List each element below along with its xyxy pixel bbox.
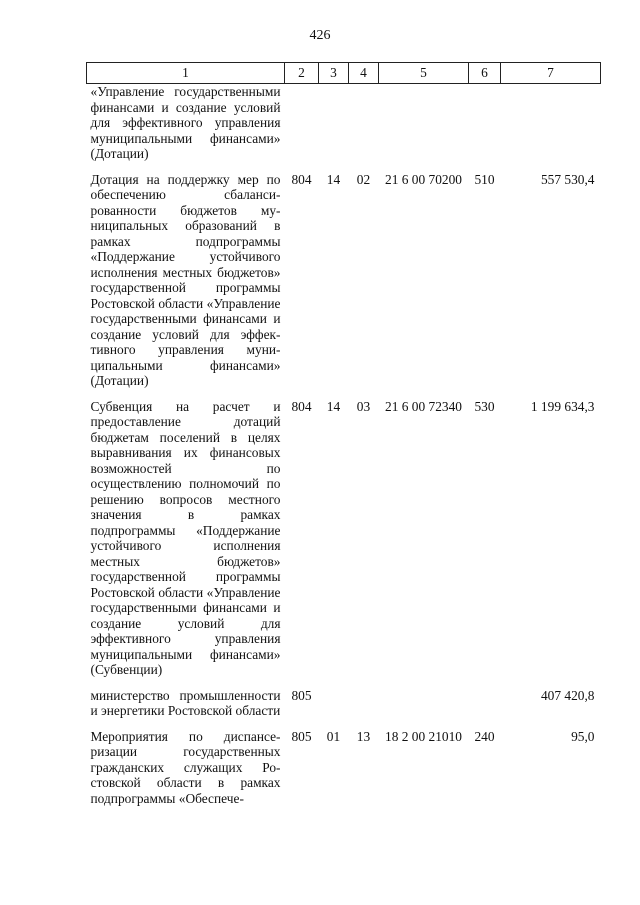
row-target-article [379,84,469,172]
row-section: 14 [326,398,341,414]
row-expense-type: 240 [474,728,495,744]
header-col-4: 4 [349,63,379,84]
row-target-article: 18 2 00 21010 [385,728,462,744]
row-expense-type [469,688,501,729]
header-col-3: 3 [319,63,349,84]
row-description: Мероприятия по диспансеризации государственных гражданских служащих Ростовской области в рамках подпрограммы «Обеспече- [90,728,281,806]
row-section [319,688,349,729]
row-code-ministry [285,84,319,172]
row-description: министерство промышленности и энергетики Ростовской области [90,687,281,718]
row-target-article: 21 6 00 70200 [385,171,462,187]
row-code-ministry: 804 [291,398,312,414]
row-amount: 407 420,8 [540,687,595,703]
row-expense-type [469,84,501,172]
row-subsection [349,688,379,729]
row-section [319,84,349,172]
header-col-1: 1 [87,63,285,84]
table-header-row [87,63,601,84]
table-row [87,399,601,688]
row-subsection: 13 [356,728,371,744]
row-target-article: 21 6 00 72340 [385,398,462,414]
row-expense-type: 510 [474,171,495,187]
row-amount: 95,0 [571,728,595,744]
budget-table [86,62,601,816]
row-description: Дотация на поддержку мер по обеспечению сбалансированности бюджетов муниципальных образований в рамках подпрограммы «Поддержание устойчивого исполнения местных бюджетов» государственной программы Ростовской области «Управление государственными финансами и создание условий для эффективного управления муниципальными финансами» (Дотации) [90,171,281,388]
row-expense-type: 530 [474,398,495,414]
row-subsection: 03 [356,398,371,414]
row-code-ministry: 805 [291,728,312,744]
table-row [87,729,601,817]
row-amount: 1 199 634,3 [530,398,595,414]
row-target-article [379,688,469,729]
row-amount: 557 530,4 [540,171,595,187]
page-number: 426 [309,28,331,43]
row-description: «Управление государственными финансами и создание условий для эффективного управления муниципальными финансами» (Дотации) [90,84,281,161]
row-code-ministry: 805 [291,687,312,703]
table-row [87,172,601,399]
header-col-6: 6 [469,63,501,84]
row-subsection: 02 [356,171,371,187]
row-description: Субвенция на расчет и предоставление дотаций бюджетам поселений в целях выравнивания их финансовых возможностей по осуществлению полномочий по решению вопросов местного значения в рамках подпрограммы «Поддержание устойчивого исполнения местных бюджетов» государственной программы Ростовской области «Управление государственными финансами и создание условий для эффективного управления муниципальными финансами» (Субвенции) [90,398,281,677]
row-subsection [349,84,379,172]
row-amount [501,84,601,172]
header-col-7: 7 [501,63,601,84]
header-col-2: 2 [285,63,319,84]
row-code-ministry: 804 [291,171,312,187]
header-col-5: 5 [379,63,469,84]
table-row [87,84,601,172]
row-section: 14 [326,171,341,187]
row-section: 01 [326,728,341,744]
table-row [87,688,601,729]
